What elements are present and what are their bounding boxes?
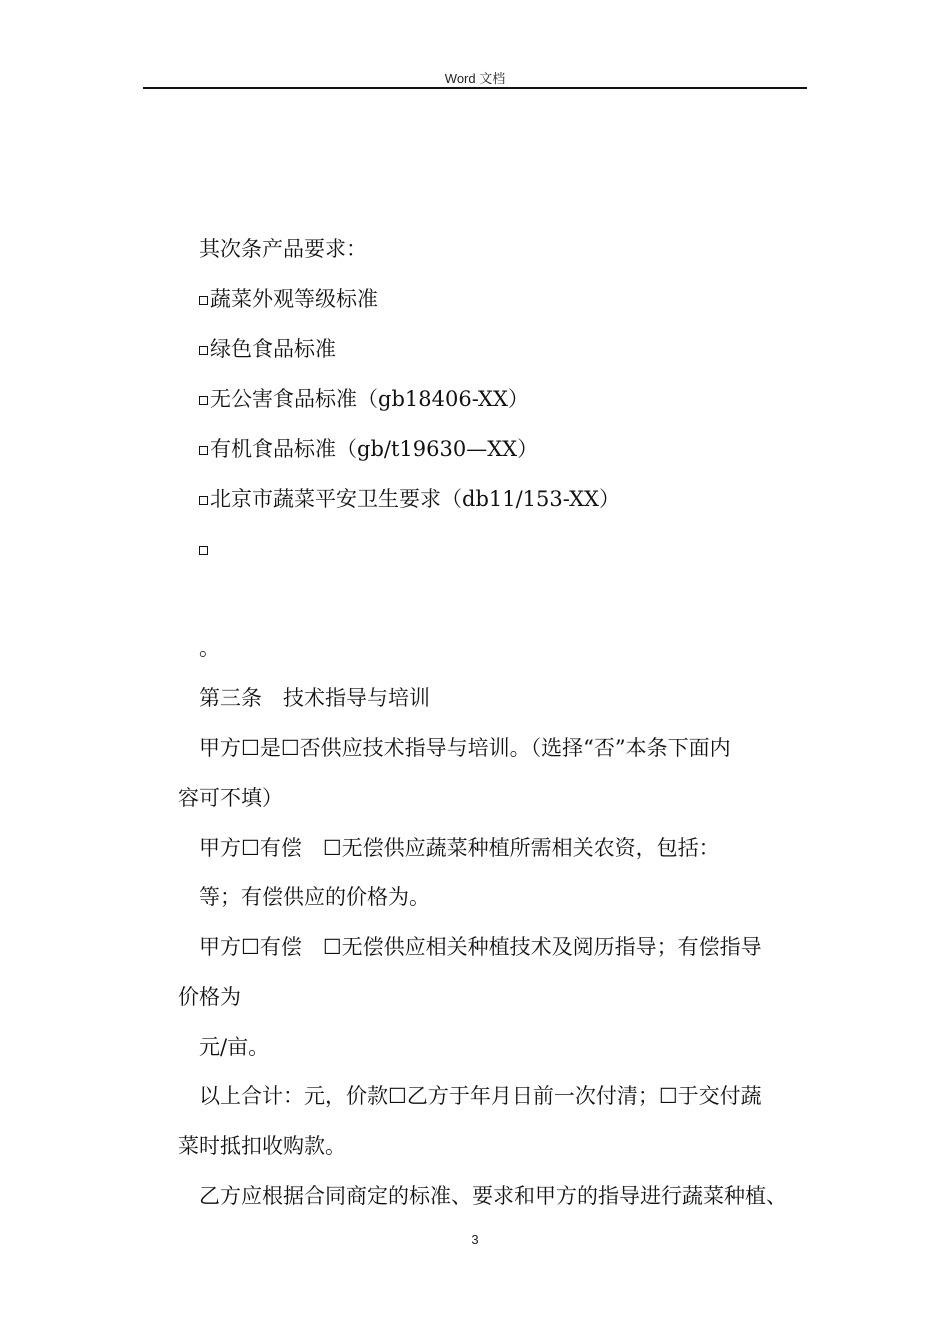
section-2-title: 其次条产品要求： bbox=[199, 237, 367, 261]
paragraph-line: 乙方应根据合同商定的标准、要求和甲方的指导进行蔬菜种植、 bbox=[199, 1184, 787, 1208]
paragraph-line: 容可不填） bbox=[178, 786, 283, 810]
paragraph-line: 等；有偿供应的价格为。 bbox=[199, 885, 430, 909]
checkbox-icon bbox=[199, 546, 208, 555]
standard-item bbox=[199, 485, 620, 513]
paragraph-line: 以上合计：元，价款☐乙方于年月日前一次付清；☐于交付蔬 bbox=[199, 1084, 762, 1108]
standard-label: 绿色食品标准 bbox=[210, 337, 336, 361]
standard-label: 有机食品标准（gb/t19630—XX） bbox=[210, 437, 539, 461]
checkbox-icon bbox=[199, 496, 208, 505]
standard-label: 蔬菜外观等级标准 bbox=[210, 287, 378, 311]
checkbox-icon bbox=[199, 446, 208, 455]
paragraph-line: 甲方☐是☐否供应技术指导与培训。（选择“否”本条下面内 bbox=[199, 736, 731, 760]
standard-item bbox=[199, 385, 529, 413]
paragraph-line: 甲方☐有偿 ☐无偿供应相关种植技术及阅历指导；有偿指导 bbox=[199, 935, 762, 959]
checkbox-icon bbox=[199, 296, 208, 305]
checkbox-icon bbox=[199, 346, 208, 355]
standard-item bbox=[199, 285, 378, 313]
period-mark: 。 bbox=[199, 636, 220, 660]
page-number: 3 bbox=[471, 1232, 479, 1247]
standard-item bbox=[199, 335, 336, 363]
section-3-title: 第三条 技术指导与培训 bbox=[199, 686, 430, 710]
checkbox-icon bbox=[199, 396, 208, 405]
paragraph-line: 甲方☐有偿 ☐无偿供应蔬菜种植所需相关农资，包括： bbox=[199, 836, 720, 860]
standard-label: 无公害食品标准（gb18406-XX） bbox=[210, 387, 529, 411]
header-divider bbox=[143, 87, 807, 89]
paragraph-line: 元/亩。 bbox=[199, 1035, 270, 1059]
paragraph-line: 价格为 bbox=[178, 985, 241, 1009]
paragraph-line: 菜时抵扣收购款。 bbox=[178, 1134, 346, 1158]
standard-item bbox=[199, 535, 210, 563]
page-header: Word 文档 bbox=[444, 71, 506, 86]
standard-label: 北京市蔬菜平安卫生要求（db11/153-XX） bbox=[210, 487, 621, 511]
standard-item bbox=[199, 435, 538, 463]
